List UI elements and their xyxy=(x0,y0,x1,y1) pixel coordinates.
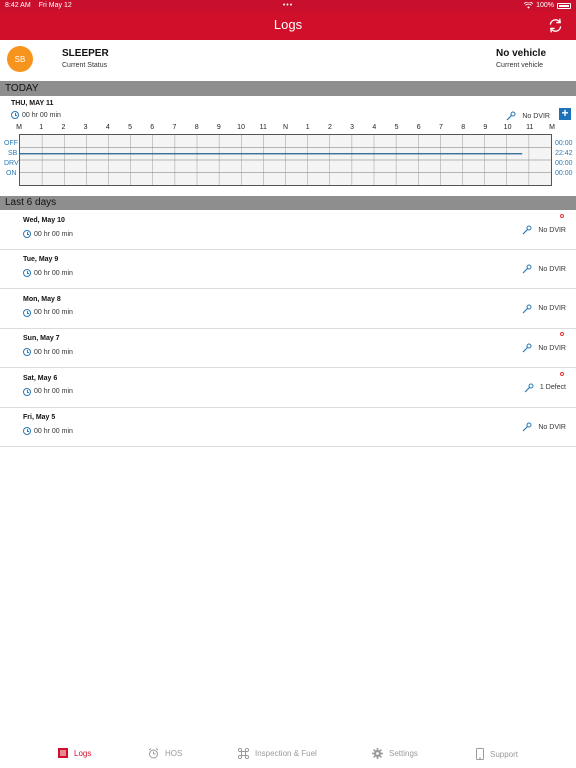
hour-label: 3 xyxy=(83,124,88,131)
wrench-icon xyxy=(506,111,516,121)
current-status-label: Current Status xyxy=(62,62,108,69)
hour-label: 3 xyxy=(350,124,355,131)
wrench-icon xyxy=(522,225,532,235)
log-day-row[interactable] xyxy=(0,210,576,250)
log-duration: 00 hr 00 min xyxy=(34,230,73,238)
clock-icon xyxy=(23,348,31,356)
log-dvir-status: No DVIR xyxy=(538,305,566,313)
log-day-row[interactable] xyxy=(0,249,576,289)
wrench-icon xyxy=(522,343,532,353)
hour-label: 4 xyxy=(105,124,110,131)
tab-support-label: Support xyxy=(490,749,519,759)
log-date: Fri, May 5 xyxy=(23,414,56,421)
row-total-drv: 00:00 xyxy=(555,160,573,167)
multitask-dots[interactable]: ••• xyxy=(282,2,294,9)
clock-icon xyxy=(23,427,31,435)
row-total-off: 00:00 xyxy=(555,140,573,147)
wrench-icon xyxy=(522,264,532,274)
hour-label: 2 xyxy=(327,124,332,131)
hour-label: 8 xyxy=(194,124,199,131)
phone-icon xyxy=(476,748,484,760)
clock-icon xyxy=(11,111,19,119)
status-time: 8:42 AM xyxy=(5,2,31,9)
hour-label: 4 xyxy=(372,124,377,131)
graph-hour-labels xyxy=(11,124,555,134)
clock-icon xyxy=(23,230,31,238)
section-header-today: TODAY xyxy=(0,81,576,96)
add-dvir-button[interactable]: + xyxy=(559,108,571,120)
clock-icon xyxy=(23,269,31,277)
status-avatar[interactable]: SB xyxy=(7,46,33,72)
today-dvir-status: No DVIR xyxy=(522,112,550,120)
tab-logs[interactable] xyxy=(58,748,91,758)
wrench-icon xyxy=(522,304,532,314)
row-label-drv: DRV xyxy=(4,160,19,167)
hour-label: 1 xyxy=(39,124,44,131)
hour-label: 9 xyxy=(483,124,488,131)
hour-label: 2 xyxy=(61,124,66,131)
log-dvir-status: No DVIR xyxy=(538,344,566,352)
current-status-panel xyxy=(0,40,576,81)
log-date: Mon, May 8 xyxy=(23,295,61,303)
today-log-header[interactable] xyxy=(0,96,576,124)
log-date: Wed, May 10 xyxy=(23,217,65,224)
row-label-off: OFF xyxy=(4,140,18,147)
log-duration: 00 hr 00 min xyxy=(34,348,73,356)
tab-inspection-fuel[interactable] xyxy=(238,748,317,759)
tab-logs-label: Logs xyxy=(74,748,92,758)
alert-dot-icon xyxy=(560,214,564,218)
tab-support[interactable] xyxy=(476,748,518,760)
tab-hos-label: HOS xyxy=(165,749,183,758)
tab-settings[interactable] xyxy=(372,748,418,759)
hour-label: M xyxy=(16,124,22,131)
log-day-row[interactable] xyxy=(0,328,576,368)
current-vehicle-value[interactable]: No vehicle xyxy=(496,48,547,59)
log-day-row[interactable] xyxy=(0,407,576,447)
battery-percent: 100% xyxy=(536,2,554,9)
system-status-bar xyxy=(0,0,576,11)
log-duration: 00 hr 00 min xyxy=(34,388,73,396)
hour-label: 8 xyxy=(461,124,466,131)
clock-icon xyxy=(23,309,31,317)
refresh-icon[interactable] xyxy=(547,17,564,34)
log-date: Sun, May 7 xyxy=(23,335,60,343)
hour-label: 7 xyxy=(439,124,443,131)
section-header-last-days: Last 6 days xyxy=(0,196,576,210)
today-date: THU, MAY 11 xyxy=(11,100,54,107)
log-date: Sat, May 6 xyxy=(23,374,58,382)
log-day-row[interactable] xyxy=(0,368,576,408)
hour-label: N xyxy=(282,124,289,131)
alarm-clock-icon xyxy=(148,748,159,759)
today-duration: 00 hr 00 min xyxy=(22,111,61,119)
alert-dot-icon xyxy=(560,332,564,336)
wrench-icon xyxy=(524,383,534,393)
hour-label: 5 xyxy=(128,124,132,131)
tab-hos[interactable] xyxy=(148,748,182,759)
wrench-icon xyxy=(522,422,532,432)
command-icon xyxy=(238,748,249,759)
hour-label: M xyxy=(549,124,555,131)
alert-dot-icon xyxy=(560,372,564,376)
row-total-sb: 22:42 xyxy=(555,150,573,157)
log-day-row[interactable] xyxy=(0,289,576,329)
log-duration: 00 hr 00 min xyxy=(34,427,73,435)
hour-label: 11 xyxy=(526,124,534,131)
battery-icon xyxy=(557,3,571,9)
tab-bar xyxy=(0,739,576,768)
status-date: Fri May 12 xyxy=(38,2,72,9)
hour-label: 5 xyxy=(394,124,399,131)
gear-icon xyxy=(372,748,383,759)
current-status-value: SLEEPER xyxy=(62,48,109,59)
clock-icon xyxy=(23,388,31,396)
row-label-sb: SB xyxy=(8,150,18,157)
current-vehicle-label: Current vehicle xyxy=(496,62,544,69)
duty-status-graph[interactable] xyxy=(19,134,552,186)
navigation-bar xyxy=(0,11,576,40)
hour-label: 6 xyxy=(416,124,421,131)
log-dvir-status: No DVIR xyxy=(538,265,566,273)
hour-label: 6 xyxy=(150,124,155,131)
hour-label: 7 xyxy=(172,124,177,131)
log-duration: 00 hr 00 min xyxy=(34,269,73,277)
row-label-on: ON xyxy=(6,170,17,177)
tab-settings-label: Settings xyxy=(389,749,418,758)
page-title: Logs xyxy=(273,17,303,32)
log-date: Tue, May 9 xyxy=(23,256,59,264)
hour-label: 10 xyxy=(503,124,512,131)
log-dvir-status: 1 Defect xyxy=(539,384,566,392)
tab-inspection-fuel-label: Inspection & Fuel xyxy=(255,749,317,758)
hour-label: 10 xyxy=(237,124,245,131)
log-dvir-status: No DVIR xyxy=(538,423,566,431)
row-total-on: 00:00 xyxy=(555,170,573,177)
hour-label: 9 xyxy=(216,124,221,131)
log-duration: 00 hr 00 min xyxy=(34,309,73,317)
list-icon xyxy=(58,748,68,758)
wifi-icon xyxy=(524,2,533,9)
hour-label: 11 xyxy=(259,124,267,131)
hour-label: 1 xyxy=(305,124,310,131)
log-dvir-status: No DVIR xyxy=(538,226,566,234)
